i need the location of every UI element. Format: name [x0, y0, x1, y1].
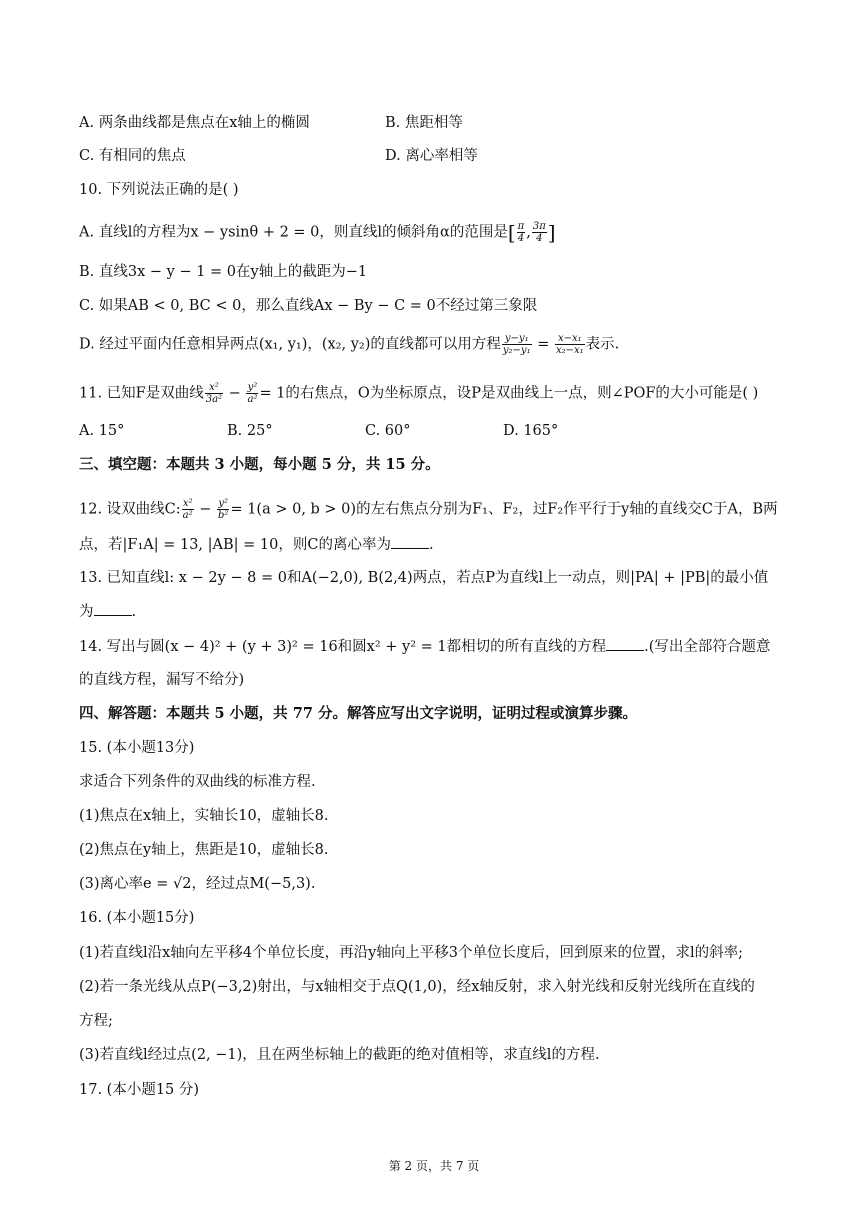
option-d: D. 165°	[503, 423, 559, 439]
question-16-part2-cont: 方程;	[79, 1013, 113, 1029]
question-10-option-a: A. 直线l的方程为x − ysinθ + 2 = 0，则直线l的倾斜角α的范围是[ $\frac{\pi}{4}$ , $\frac{3\pi}{4}$ ]	[79, 220, 556, 245]
question-14-line2: 的直线方程，漏写不给分)	[79, 672, 245, 688]
answer-blank[interactable]	[94, 601, 132, 616]
fraction: $\frac{\text{x−x₁}}{\text{x₂−x₁}}$	[555, 333, 584, 356]
option-text: D. 经过平面内任意相异两点(x₁, y₁)，(x₂, y₂)的直线都可以用方程	[79, 336, 501, 353]
question-16: 16. (本小题15分)	[79, 910, 195, 926]
fraction: $\frac{\text{x²}}{\text{3a²}}$	[205, 382, 223, 405]
page-footer: 第 2 页，共 7 页	[388, 1159, 480, 1173]
fraction: $\frac{\pi}{4}$	[517, 221, 525, 244]
fraction: $\frac{3\pi}{4}$	[532, 221, 546, 244]
option-a: A. 15°	[79, 423, 125, 439]
question-text-end: .(写出全部符合题意	[644, 639, 771, 655]
section-heading: 四、解答题：本题共 5 小题，共 77 分。解答应写出文字说明，证明过程或演算步骤。	[79, 705, 637, 722]
question-10-option-c: C. 如果AB < 0, BC < 0，那么直线Ax − By − C = 0不经过第三象限	[79, 298, 538, 314]
option-d: D. 离心率相等	[385, 148, 478, 164]
fraction: $\frac{\text{y²}}{\text{b²}}$	[218, 498, 229, 521]
answer-blank[interactable]	[606, 636, 644, 651]
option-b: B. 25°	[227, 423, 273, 439]
question-text: 为	[79, 604, 94, 620]
question-text-cont: = 1(a > 0, b > 0)的左右焦点分别为F₁、F₂，过F₂作平行于y轴的直线交C于A，B两	[230, 501, 778, 518]
question-text-end: = 1的右焦点，O为坐标原点，设P是双曲线上一点，则∠POF的大小可能是( )	[259, 385, 759, 402]
question-11-options	[79, 421, 651, 441]
question-text: 12. 设双曲线C:	[79, 501, 181, 518]
question-10: 10. 下列说法正确的是( )	[79, 182, 239, 198]
option-a: A. 两条曲线都是焦点在x轴上的椭圆	[79, 115, 310, 131]
question-text: 点，若|F₁A| = 13, |AB| = 10，则C的离心率为	[79, 537, 391, 553]
option-b: B. 焦距相等	[385, 115, 463, 131]
option-line	[79, 146, 478, 166]
question-15-intro: 求适合下列条件的双曲线的标准方程.	[79, 774, 316, 790]
section-heading: 三、填空题：本题共 3 小题，每小题 5 分，共 15 分。	[79, 456, 440, 473]
answer-blank[interactable]	[391, 534, 429, 549]
question-13-line2	[79, 601, 136, 622]
option-line	[79, 113, 463, 133]
question-10-option-d: D. 经过平面内任意相异两点(x₁, y₁)，(x₂, y₂)的直线都可以用方程 $\frac{\text{y−y₁}}{\text{y₂−y₁}}$ = $\frac{\text{x−x₁}}{\text{x₂−x₁}}$ 表示.	[79, 333, 620, 356]
question-13: 13. 已知直线l: x − 2y − 8 = 0和A(−2,0), B(2,4)两点，若点P为直线l上一动点，则|PA| + |PB|的最小值	[79, 570, 769, 586]
question-12-line2	[79, 534, 434, 555]
option-c: C. 60°	[365, 423, 411, 439]
question-text: 11. 已知F是双曲线	[79, 385, 204, 402]
fraction: $\frac{\text{y²}}{\text{a²}}$	[247, 382, 258, 405]
option-text-end: 表示.	[585, 336, 620, 353]
question-16-part3: (3)若直线l经过点(2, −1)，且在两坐标轴上的截距的绝对值相等，求直线l的方程.	[79, 1047, 600, 1063]
question-14	[79, 636, 770, 657]
question-15-part3: (3)离心率e = √2，经过点M(−5,3).	[79, 876, 316, 892]
question-16-part2: (2)若一条光线从点P(−3,2)射出，与x轴相交于点Q(1,0)，经x轴反射，求入射光线和反射光线所在直线的	[79, 979, 755, 995]
question-15-part2: (2)焦点在y轴上，焦距是10，虚轴长8.	[79, 842, 329, 858]
fraction: $\frac{\text{y−y₁}}{\text{y₂−y₁}}$	[502, 333, 531, 356]
question-15: 15. (本小题13分)	[79, 740, 195, 756]
question-text: 14. 写出与圆(x − 4)² + (y + 3)² = 16和圆x² + y² = 1都相切的所有直线的方程	[79, 639, 607, 655]
question-16-part1: (1)若直线l沿x轴向左平移4个单位长度，再沿y轴向上平移3个单位长度后，回到原来的位置，求l的斜率;	[79, 945, 744, 961]
question-11: 11. 已知F是双曲线 $\frac{\text{x²}}{\text{3a²}}$ − $\frac{\text{y²}}{\text{a²}}$ = 1的右焦点，O为坐标原点，设P是双曲线上一点，则∠POF的大小可能是( )	[79, 382, 759, 405]
question-12: 12. 设双曲线C: $\frac{\text{x²}}{\text{a²}}$ − $\frac{\text{y²}}{\text{b²}}$ = 1(a > 0, b > 0)的左右焦点分别为F₁、F₂，过F₂作平行于y轴的直线交C于A，B两	[79, 498, 778, 521]
punctuation: .	[131, 604, 137, 620]
fraction: $\frac{\text{x²}}{\text{a²}}$	[182, 498, 193, 521]
question-15-part1: (1)焦点在x轴上，实轴长10，虚轴长8.	[79, 808, 329, 824]
option-text: A. 直线l的方程为x − ysinθ + 2 = 0，则直线l的倾斜角α的范围是	[79, 224, 508, 241]
question-17: 17. (本小题15 分)	[79, 1082, 200, 1098]
question-10-option-b: B. 直线3x − y − 1 = 0在y轴上的截距为−1	[79, 264, 368, 280]
punctuation: .	[428, 537, 434, 553]
option-c: C. 有相同的焦点	[79, 148, 186, 164]
